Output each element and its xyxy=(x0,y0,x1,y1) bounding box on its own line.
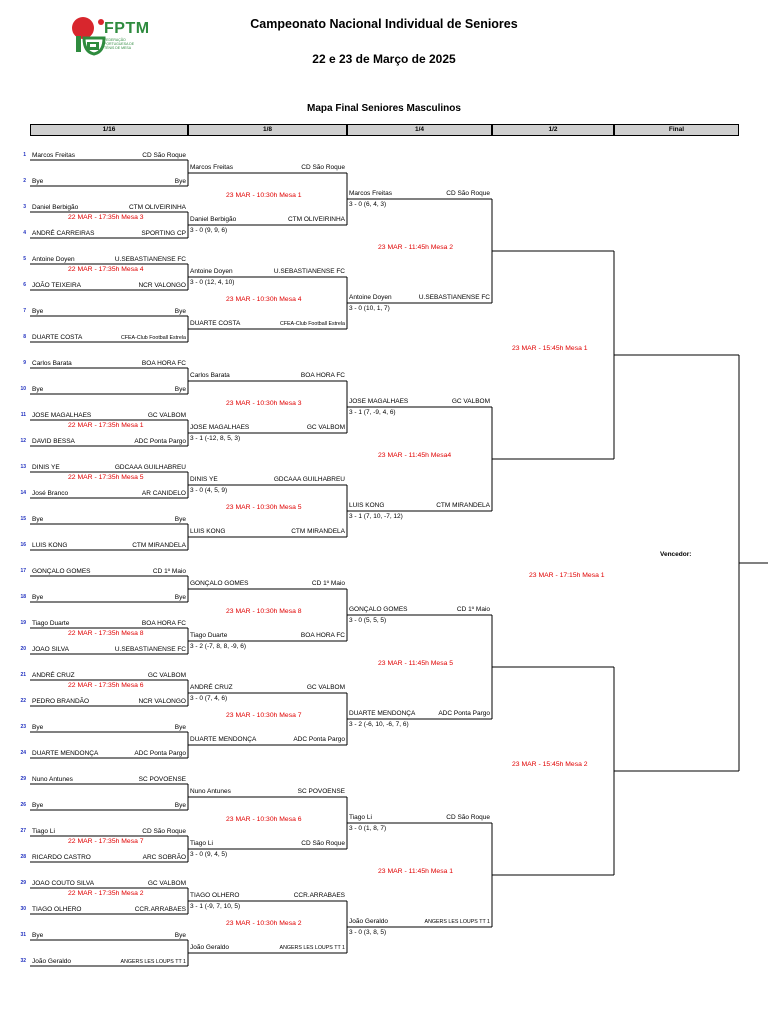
player-club: BOA HORA FC xyxy=(141,620,186,627)
round-header-r32: 1/16 xyxy=(30,124,188,136)
player-name: DUARTE COSTA xyxy=(32,334,83,341)
match-schedule: 22 MAR - 17:35h Mesa 4 xyxy=(68,266,144,273)
match-schedule: 22 MAR - 17:35h Mesa 5 xyxy=(68,474,144,481)
player-name: Tiago Li xyxy=(32,828,55,835)
player-name: Tiago Duarte xyxy=(190,632,228,639)
slot-number: 22 xyxy=(20,698,26,704)
player-club: ANGERS LES LOUPS TT 1 xyxy=(120,959,186,965)
slot-number: 23 xyxy=(20,724,26,730)
player-club: Bye xyxy=(174,932,186,939)
player-club: SC POVOENSE xyxy=(138,776,186,783)
player-club: Bye xyxy=(174,516,186,523)
player-club: GDCAAA GUILHABREU xyxy=(273,476,345,483)
player-name: DINIS YE xyxy=(32,464,60,471)
player-club: GC VALBOM xyxy=(306,684,345,691)
slot-number: 3 xyxy=(23,204,26,210)
player-name: Daniel Berbigão xyxy=(190,216,237,223)
player-name: Marcos Freitas xyxy=(349,190,392,197)
player-club: SC POVOENSE xyxy=(297,788,345,795)
player-name: Bye xyxy=(32,178,44,185)
match-score: 3 - 0 (7, 4, 6) xyxy=(190,695,228,702)
match-schedule: 23 MAR - 15:45h Mesa 1 xyxy=(512,345,588,352)
slot-number: 10 xyxy=(20,386,26,392)
player-name: JOSE MAGALHAES xyxy=(349,398,409,405)
player-club: GDCAAA GUILHABREU xyxy=(114,464,186,471)
player-name: LUIS KONG xyxy=(349,502,385,509)
slot-number: 17 xyxy=(20,568,26,574)
player-club: ARC SOBRÃO xyxy=(142,854,186,861)
match-score: 3 - 0 (12, 4, 10) xyxy=(190,279,235,286)
player-club: CFEA-Club Football Estrela xyxy=(120,335,186,341)
player-club: ANGERS LES LOUPS TT 1 xyxy=(279,945,345,951)
player-name: DUARTE MENDONÇA xyxy=(190,736,257,743)
player-club: U.SEBASTIANENSE FC xyxy=(114,646,186,653)
player-name: DUARTE MENDONÇA xyxy=(32,750,99,757)
player-club: Bye xyxy=(174,594,186,601)
slot-number: 26 xyxy=(20,802,26,808)
slot-number: 7 xyxy=(23,308,26,314)
match-schedule: 23 MAR - 15:45h Mesa 2 xyxy=(512,761,588,768)
match-score: 3 - 2 (-7, 8, 8, -9, 6) xyxy=(190,643,246,650)
player-club: CFEA-Club Football Estrela xyxy=(279,321,345,327)
player-club: BOA HORA FC xyxy=(300,632,345,639)
player-name: Antoine Doyen xyxy=(349,294,392,301)
player-club: U.SEBASTIANENSE FC xyxy=(418,294,490,301)
player-name: ANDRÉ CARREIRAS xyxy=(32,230,95,237)
player-club: CD São Roque xyxy=(301,164,345,171)
player-club: ANGERS LES LOUPS TT 1 xyxy=(424,919,490,925)
match-schedule: 22 MAR - 17:35h Mesa 7 xyxy=(68,838,144,845)
player-name: TIAGO OLHERO xyxy=(190,892,240,899)
player-club: GC VALBOM xyxy=(306,424,345,431)
match-schedule: 23 MAR - 11:45h Mesa 5 xyxy=(378,660,454,667)
player-club: ADC Ponta Pargo xyxy=(293,736,345,743)
player-club: Bye xyxy=(174,178,186,185)
player-club: CTM MIRANDELA xyxy=(291,528,345,535)
slot-number: 13 xyxy=(20,464,26,470)
player-name: Bye xyxy=(32,516,44,523)
match-schedule: 23 MAR - 10:30h Mesa 8 xyxy=(226,608,302,615)
slot-number: 29 xyxy=(20,880,26,886)
player-name: João Geraldo xyxy=(190,944,230,951)
player-club: CTM MIRANDELA xyxy=(436,502,490,509)
match-schedule: 22 MAR - 17:35h Mesa 3 xyxy=(68,214,144,221)
match-score: 3 - 1 (-12, 8, 5, 3) xyxy=(190,435,241,442)
slot-number: 15 xyxy=(20,516,26,522)
match-schedule: 23 MAR - 11:45h Mesa 2 xyxy=(378,244,454,251)
slot-number: 24 xyxy=(20,750,26,756)
slot-number: 4 xyxy=(23,230,26,236)
player-name: José Branco xyxy=(32,490,69,497)
slot-number: 6 xyxy=(23,282,26,288)
player-name: Tiago Li xyxy=(190,840,213,847)
player-club: CD 1º Maio xyxy=(152,568,186,575)
player-club: CD São Roque xyxy=(446,190,490,197)
round-header-qf: 1/4 xyxy=(347,124,492,136)
player-name: PEDRO BRANDÃO xyxy=(32,698,90,705)
slot-number: 11 xyxy=(20,412,26,418)
player-club: CCR.ARRABAES xyxy=(134,906,186,913)
slot-number: 31 xyxy=(20,932,26,938)
match-schedule: 22 MAR - 17:35h Mesa 8 xyxy=(68,630,144,637)
slot-number: 32 xyxy=(20,958,26,964)
player-club: Bye xyxy=(174,802,186,809)
match-score: 3 - 0 (9, 4, 5) xyxy=(190,851,228,858)
round-header-final: Final xyxy=(614,124,739,136)
player-club: Bye xyxy=(174,724,186,731)
player-name: Bye xyxy=(32,594,44,601)
match-schedule: 23 MAR - 10:30h Mesa 1 xyxy=(226,192,302,199)
match-schedule: 23 MAR - 10:30h Mesa 5 xyxy=(226,504,302,511)
player-name: Antoine Doyen xyxy=(32,256,75,263)
page-title: Campeonato Nacional Individual de Seniores xyxy=(250,17,518,31)
match-schedule: 23 MAR - 10:30h Mesa 2 xyxy=(226,920,302,927)
player-club: CTM OLIVEIRINHA xyxy=(128,204,186,211)
player-name: RICARDO CASTRO xyxy=(32,854,91,861)
match-schedule: 23 MAR - 10:30h Mesa 4 xyxy=(226,296,302,303)
slot-number: 1 xyxy=(23,152,26,158)
player-club: SPORTING CP xyxy=(141,230,186,237)
match-schedule: 23 MAR - 11:45h Mesa 1 xyxy=(378,868,454,875)
match-score: 3 - 0 (1, 8, 7) xyxy=(349,825,387,832)
slot-number: 20 xyxy=(20,646,26,652)
match-schedule: 23 MAR - 10:30h Mesa 6 xyxy=(226,816,302,823)
player-name: LUIS KONG xyxy=(32,542,68,549)
round-header-r16: 1/8 xyxy=(188,124,347,136)
player-name: JOSE MAGALHAES xyxy=(32,412,92,419)
player-name: ANDRÉ CRUZ xyxy=(32,672,75,679)
slot-number: 30 xyxy=(20,906,26,912)
player-club: AR CANIDELO xyxy=(141,490,186,497)
player-name: LUIS KONG xyxy=(190,528,226,535)
player-club: GC VALBOM xyxy=(147,672,186,679)
player-name: TIAGO OLHERO xyxy=(32,906,82,913)
player-name: Nuno Antunes xyxy=(32,776,73,783)
player-name: João Geraldo xyxy=(32,958,72,965)
slot-number: 19 xyxy=(20,620,26,626)
player-name: Bye xyxy=(32,802,44,809)
match-score: 3 - 0 (6, 4, 3) xyxy=(349,201,387,208)
player-club: Bye xyxy=(174,308,186,315)
slot-number: 18 xyxy=(20,594,26,600)
player-club: ADC Ponta Pargo xyxy=(438,710,490,717)
player-name: Daniel Berbigão xyxy=(32,204,79,211)
winner-label: Vencedor: xyxy=(660,551,692,558)
slot-number: 28 xyxy=(20,854,26,860)
slot-number: 12 xyxy=(20,438,26,444)
player-name: DAVID BESSA xyxy=(32,438,75,445)
match-schedule: 23 MAR - 10:30h Mesa 3 xyxy=(226,400,302,407)
player-club: CCR.ARRABAES xyxy=(293,892,345,899)
player-name: GONÇALO GOMES xyxy=(190,580,249,587)
player-name: JOÃO TEIXEIRA xyxy=(32,282,82,289)
player-club: GC VALBOM xyxy=(451,398,490,405)
match-score: 3 - 1 (7, 10, -7, 12) xyxy=(349,513,403,520)
player-club: CD São Roque xyxy=(301,840,345,847)
match-score: 3 - 0 (4, 5, 9) xyxy=(190,487,228,494)
slot-number: 9 xyxy=(23,360,26,366)
player-club: ADC Ponta Pargo xyxy=(134,750,186,757)
player-club: U.SEBASTIANENSE FC xyxy=(273,268,345,275)
slot-number: 14 xyxy=(20,490,26,496)
match-score: 3 - 2 (-6, 10, -6, 7, 6) xyxy=(349,721,409,728)
slot-number: 27 xyxy=(20,828,26,834)
slot-number: 16 xyxy=(20,542,26,548)
player-name: João Geraldo xyxy=(349,918,389,925)
match-schedule: 22 MAR - 17:35h Mesa 2 xyxy=(68,890,144,897)
round-header-sf: 1/2 xyxy=(492,124,614,136)
player-club: NCR VALONGO xyxy=(138,698,186,705)
player-name: Bye xyxy=(32,724,44,731)
final-schedule: 23 MAR - 17:15h Mesa 1 xyxy=(529,572,605,579)
player-club: CD São Roque xyxy=(142,828,186,835)
player-club: U.SEBASTIANENSE FC xyxy=(114,256,186,263)
player-club: CTM MIRANDELA xyxy=(132,542,186,549)
slot-number: 21 xyxy=(20,672,26,678)
player-name: Bye xyxy=(32,308,44,315)
slot-number: 8 xyxy=(23,334,26,340)
player-club: GC VALBOM xyxy=(147,880,186,887)
player-name: DUARTE COSTA xyxy=(190,320,241,327)
match-score: 3 - 1 (7, -9, 4, 6) xyxy=(349,409,396,416)
player-name: ANDRÉ CRUZ xyxy=(190,684,233,691)
player-name: Bye xyxy=(32,932,44,939)
player-name: GONÇALO GOMES xyxy=(349,606,408,613)
match-schedule: 23 MAR - 10:30h Mesa 7 xyxy=(226,712,302,719)
slot-number: 2 xyxy=(23,178,26,184)
player-name: Marcos Freitas xyxy=(32,152,75,159)
player-name: Nuno Antunes xyxy=(190,788,231,795)
player-name: GONÇALO GOMES xyxy=(32,568,91,575)
player-club: BOA HORA FC xyxy=(141,360,186,367)
player-name: Tiago Duarte xyxy=(32,620,70,627)
slot-number: 5 xyxy=(23,256,26,262)
player-name: Carlos Barata xyxy=(190,372,230,379)
match-score: 3 - 0 (10, 1, 7) xyxy=(349,305,390,312)
player-name: JOSE MAGALHAES xyxy=(190,424,250,431)
player-name: Antoine Doyen xyxy=(190,268,233,275)
player-club: CD 1º Maio xyxy=(456,606,490,613)
player-club: CD 1º Maio xyxy=(311,580,345,587)
match-schedule: 22 MAR - 17:35h Mesa 1 xyxy=(68,422,144,429)
player-club: CD São Roque xyxy=(142,152,186,159)
player-club: NCR VALONGO xyxy=(138,282,186,289)
player-name: JOAO SILVA xyxy=(32,646,69,653)
slot-number: 29 xyxy=(20,776,26,782)
player-club: CTM OLIVEIRINHA xyxy=(287,216,345,223)
player-name: DINIS YE xyxy=(190,476,218,483)
match-score: 3 - 0 (9, 9, 6) xyxy=(190,227,228,234)
player-name: Carlos Barata xyxy=(32,360,72,367)
match-score: 3 - 0 (3, 8, 5) xyxy=(349,929,387,936)
player-club: Bye xyxy=(174,386,186,393)
player-club: CD São Roque xyxy=(446,814,490,821)
player-name: Marcos Freitas xyxy=(190,164,233,171)
match-score: 3 - 0 (5, 5, 5) xyxy=(349,617,387,624)
match-schedule: 23 MAR - 11:45h Mesa4 xyxy=(378,452,452,459)
page-dates: 22 e 23 de Março de 2025 xyxy=(312,52,456,66)
player-name: Tiago Li xyxy=(349,814,372,821)
player-name: DUARTE MENDONÇA xyxy=(349,710,416,717)
match-schedule: 22 MAR - 17:35h Mesa 6 xyxy=(68,682,144,689)
player-club: ADC Ponta Pargo xyxy=(134,438,186,445)
logo-text: FPTM xyxy=(104,20,150,37)
bracket-title: Mapa Final Seniores Masculinos xyxy=(307,103,461,114)
player-name: JOAO COUTO SILVA xyxy=(32,880,95,887)
player-club: BOA HORA FC xyxy=(300,372,345,379)
match-score: 3 - 1 (-9, 7, 10, 5) xyxy=(190,903,241,910)
logo-subtext: FEDERAÇÃO PORTUGUESA DE TÉNIS DE MESA xyxy=(104,38,135,50)
player-name: Bye xyxy=(32,386,44,393)
player-club: GC VALBOM xyxy=(147,412,186,419)
